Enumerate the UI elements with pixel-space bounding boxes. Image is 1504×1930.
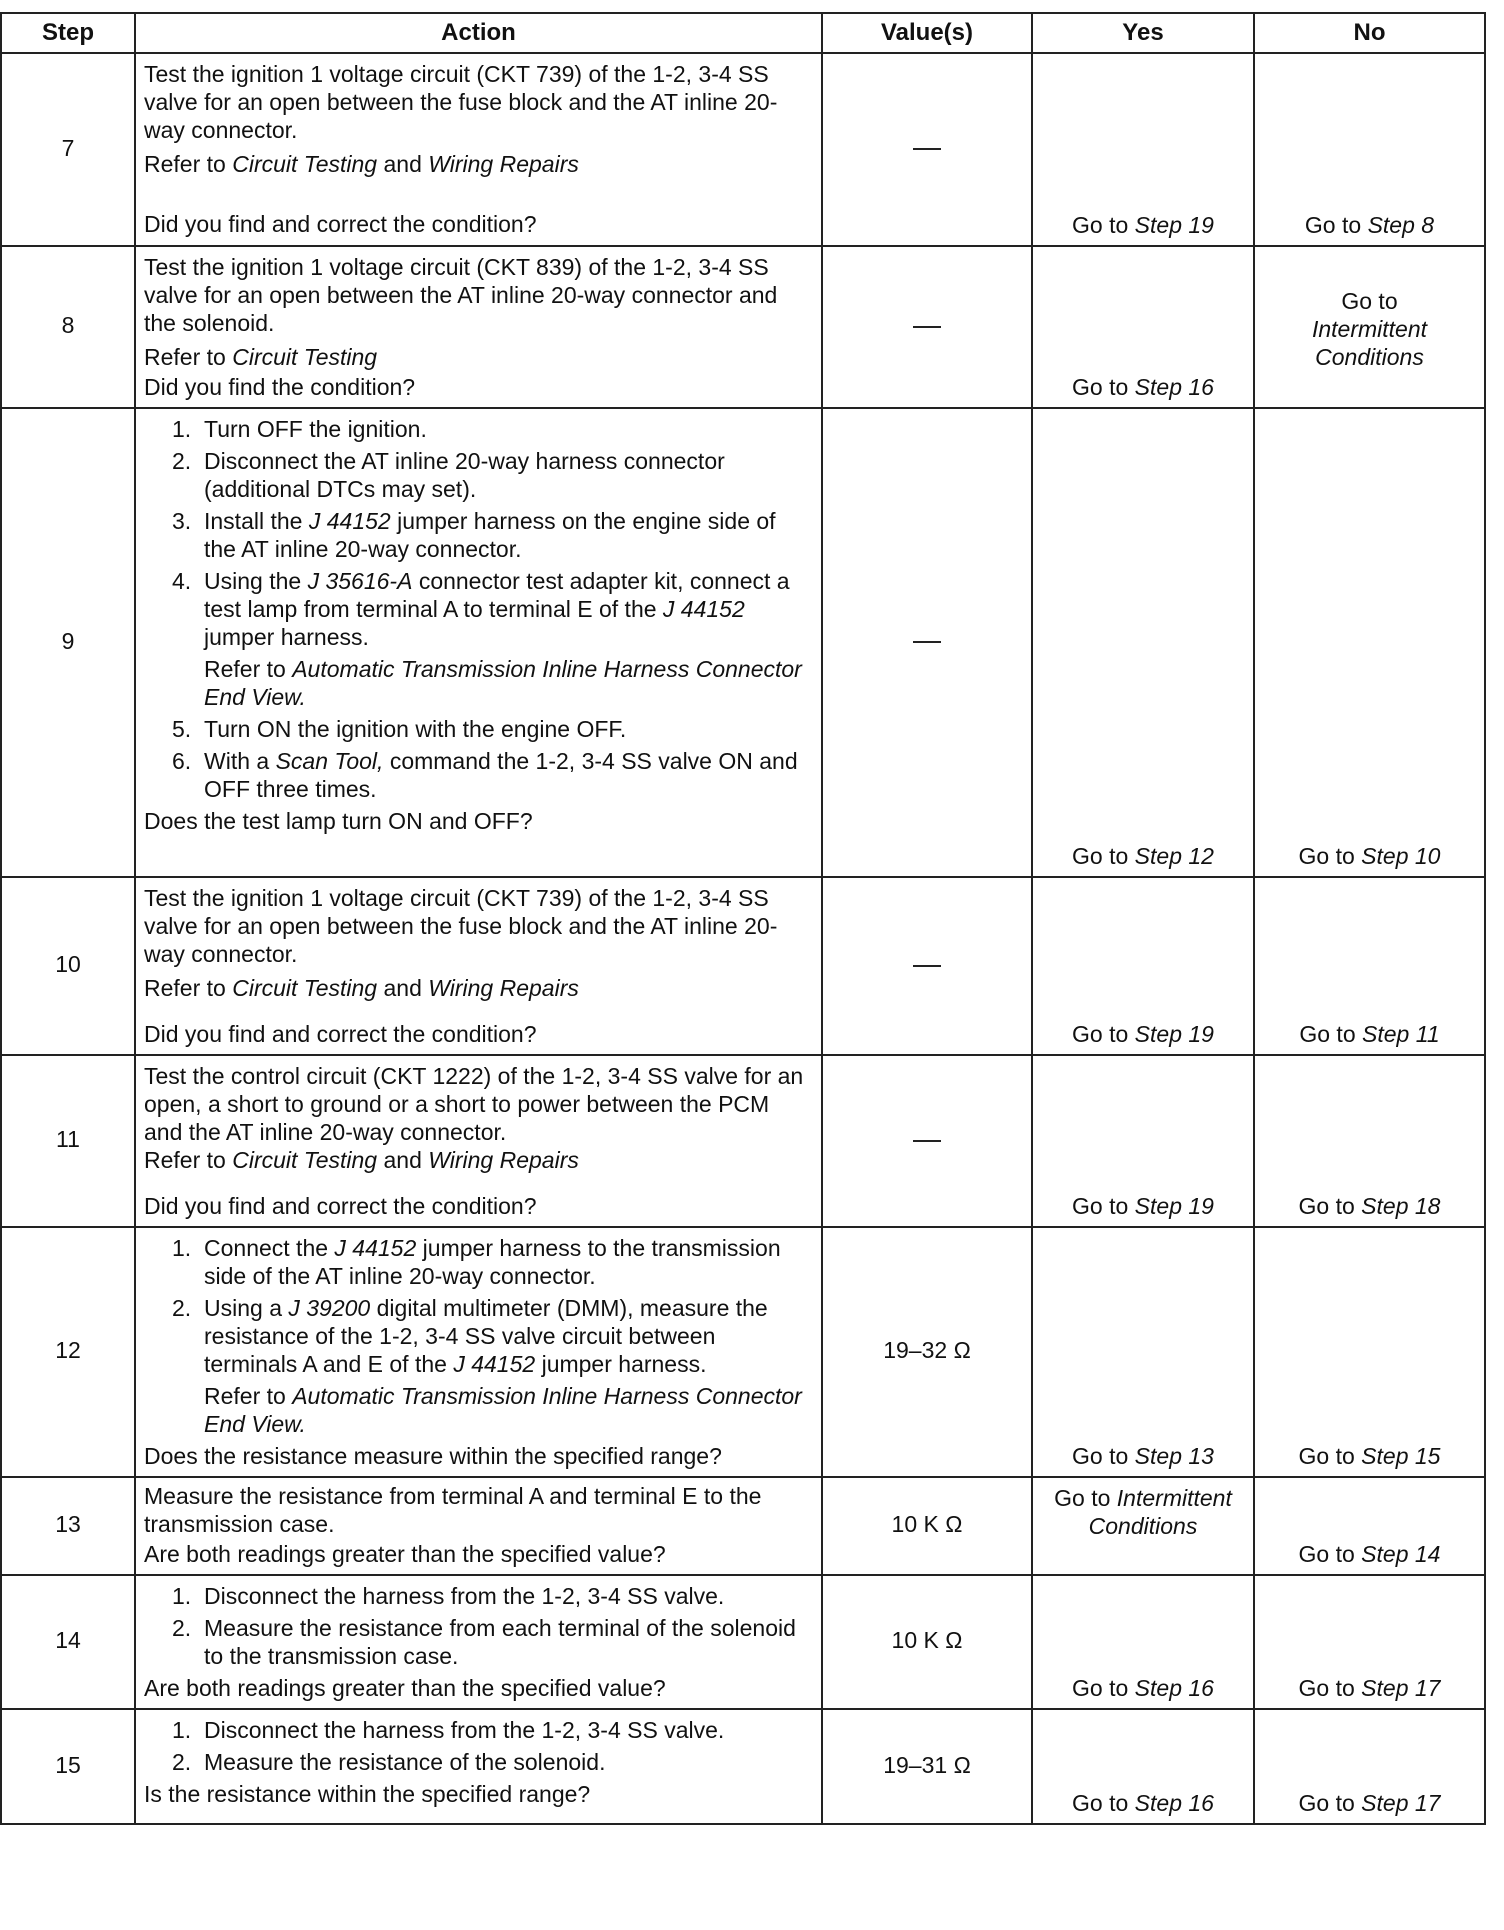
- diagnostic-table: [0, 12, 1486, 1825]
- value-cell: [822, 1055, 1032, 1227]
- table-row-step-7: [1, 53, 1485, 246]
- question-text: Are both readings greater than the specified value?: [144, 1675, 666, 1701]
- action-cell: [135, 877, 822, 1055]
- list-item: Using a J 39200 digital multimeter (DMM), measure the resistance of the 1-2, 3-4 SS valve circuit between terminals A and E of the J 44152 jumper harness. Refer to Automatic Transmission Inline Harness Connector End View.: [204, 1294, 813, 1438]
- value-cell: [822, 408, 1032, 877]
- circuit-testing-ref: Circuit Testing: [232, 344, 378, 370]
- yes-cell: Go to Step 13: [1032, 1227, 1254, 1477]
- yes-cell: Go to Intermittent Conditions: [1032, 1477, 1254, 1575]
- empty-value-dash: [913, 326, 941, 328]
- procedure-list: [144, 415, 813, 803]
- list-item: Turn OFF the ignition.: [204, 416, 427, 442]
- value-cell: 19–32 Ω: [822, 1227, 1032, 1477]
- value-cell: [822, 877, 1032, 1055]
- empty-value-dash: [913, 1140, 941, 1142]
- action-text: Test the ignition 1 voltage circuit (CKT 739) of the 1-2, 3-4 SS valve for an open between the fuse block and the AT inline 20-way connector.: [144, 61, 778, 143]
- value-cell: [822, 246, 1032, 408]
- yes-cell: Go to Step 19: [1032, 877, 1254, 1055]
- action-text: Test the ignition 1 voltage circuit (CKT 839) of the 1-2, 3-4 SS valve for an open between the AT inline 20-way connector and the solenoid.: [144, 254, 778, 336]
- table-row-step-9: [1, 408, 1485, 877]
- no-cell: Go to Step 10: [1254, 408, 1485, 877]
- procedure-list: [144, 1582, 813, 1670]
- empty-value-dash: [913, 641, 941, 643]
- step-number: 7: [1, 53, 135, 246]
- question-text: Are both readings greater than the specified value?: [144, 1541, 666, 1567]
- list-item: Disconnect the AT inline 20-way harness connector (additional DTCs may set).: [204, 448, 725, 502]
- header-yes: Yes: [1032, 13, 1254, 53]
- header-values: Value(s): [822, 13, 1032, 53]
- refer-line: Refer to Automatic Transmission Inline Harness Connector End View.: [204, 656, 802, 710]
- list-item: Turn ON the ignition with the engine OFF.: [204, 716, 627, 742]
- action-text: Measure the resistance from terminal A and terminal E to the transmission case.: [144, 1483, 762, 1537]
- table-row-step-15: [1, 1709, 1485, 1824]
- no-cell: Go to Step 17: [1254, 1709, 1485, 1824]
- question-text: Did you find and correct the condition?: [144, 1021, 537, 1047]
- no-cell: Go to Step 8: [1254, 53, 1485, 246]
- action-cell: [135, 1709, 822, 1824]
- question-text: Did you find and correct the condition?: [144, 1193, 537, 1219]
- list-item: With a Scan Tool, command the 1-2, 3-4 SS valve ON and OFF three times.: [204, 748, 798, 802]
- table-row-step-11: [1, 1055, 1485, 1227]
- action-text: Test the control circuit (CKT 1222) of the 1-2, 3-4 SS valve for an open, a short to ground or a short to power between the PCM and the AT inline 20-way connector.: [144, 1063, 804, 1145]
- question-text: Did you find the condition?: [144, 374, 416, 400]
- yes-cell: Go to Step 16: [1032, 1709, 1254, 1824]
- refer-line: Refer to Circuit Testing and Wiring Repairs: [144, 1147, 579, 1173]
- question-text: Is the resistance within the specified range?: [144, 1781, 591, 1807]
- step-number: 10: [1, 877, 135, 1055]
- list-item: Connect the J 44152 jumper harness to the transmission side of the AT inline 20-way connector.: [204, 1235, 781, 1289]
- value-cell: 19–31 Ω: [822, 1709, 1032, 1824]
- no-cell: Go to Step 11: [1254, 877, 1485, 1055]
- value-cell: 10 K Ω: [822, 1575, 1032, 1709]
- action-cell: [135, 1055, 822, 1227]
- refer-line: Refer to Circuit Testing and Wiring Repairs: [144, 975, 579, 1001]
- step-number: 14: [1, 1575, 135, 1709]
- header-row: [1, 13, 1485, 53]
- action-cell: [135, 1477, 822, 1575]
- table-row-step-14: [1, 1575, 1485, 1709]
- step-number: 8: [1, 246, 135, 408]
- table-row-step-10: [1, 877, 1485, 1055]
- action-cell: [135, 1575, 822, 1709]
- header-no: No: [1254, 13, 1485, 53]
- list-item: Measure the resistance from each terminal of the solenoid to the transmission case.: [204, 1615, 796, 1669]
- action-text: Test the ignition 1 voltage circuit (CKT 739) of the 1-2, 3-4 SS valve for an open between the fuse block and the AT inline 20-way connector.: [144, 885, 778, 967]
- question-text: Does the resistance measure within the specified range?: [144, 1443, 722, 1469]
- list-item: Using the J 35616-A connector test adapter kit, connect a test lamp from terminal A to terminal E of the J 44152 jumper harness. Refer to Automatic Transmission Inline Harness Connector End View.: [204, 567, 813, 711]
- action-cell: [135, 246, 822, 408]
- value-cell: [822, 53, 1032, 246]
- yes-cell: Go to Step 12: [1032, 408, 1254, 877]
- question-text: Did you find and correct the condition?: [144, 211, 537, 237]
- header-step: Step: [1, 13, 135, 53]
- action-cell: [135, 1227, 822, 1477]
- action-cell: [135, 408, 822, 877]
- list-item: Disconnect the harness from the 1-2, 3-4 SS valve.: [204, 1583, 725, 1609]
- refer-line: Refer to Circuit Testing and Wiring Repairs: [144, 151, 579, 177]
- step-number: 12: [1, 1227, 135, 1477]
- yes-cell: Go to Step 19: [1032, 53, 1254, 246]
- value-cell: 10 K Ω: [822, 1477, 1032, 1575]
- procedure-list: [144, 1234, 813, 1438]
- yes-cell: Go to Step 19: [1032, 1055, 1254, 1227]
- no-cell: Go to Step 17: [1254, 1575, 1485, 1709]
- no-cell: Go to Step 18: [1254, 1055, 1485, 1227]
- step-number: 15: [1, 1709, 135, 1824]
- no-cell: Go to Step 14: [1254, 1477, 1485, 1575]
- step-number: 11: [1, 1055, 135, 1227]
- table-row-step-8: [1, 246, 1485, 408]
- wiring-repairs-ref: Wiring Repairs: [428, 151, 579, 177]
- header-action: Action: [135, 13, 822, 53]
- yes-cell: Go to Step 16: [1032, 246, 1254, 408]
- no-cell: Go to Step 15: [1254, 1227, 1485, 1477]
- no-cell: Go to Intermittent Conditions: [1254, 246, 1485, 408]
- table-row-step-13: [1, 1477, 1485, 1575]
- list-item: Install the J 44152 jumper harness on the engine side of the AT inline 20-way connector.: [204, 508, 776, 562]
- question-text: Does the test lamp turn ON and OFF?: [144, 808, 533, 834]
- table-row-step-12: [1, 1227, 1485, 1477]
- step-number: 13: [1, 1477, 135, 1575]
- list-item: Measure the resistance of the solenoid.: [204, 1749, 606, 1775]
- circuit-testing-ref: Circuit Testing: [232, 151, 378, 177]
- procedure-list: [144, 1716, 813, 1776]
- yes-cell: Go to Step 16: [1032, 1575, 1254, 1709]
- step-number: 9: [1, 408, 135, 877]
- refer-line: Refer to Circuit Testing: [144, 344, 378, 370]
- list-item: Disconnect the harness from the 1-2, 3-4 SS valve.: [204, 1717, 725, 1743]
- empty-value-dash: [913, 148, 941, 150]
- empty-value-dash: [913, 965, 941, 967]
- action-cell: [135, 53, 822, 246]
- refer-line: Refer to Automatic Transmission Inline Harness Connector End View.: [204, 1383, 802, 1437]
